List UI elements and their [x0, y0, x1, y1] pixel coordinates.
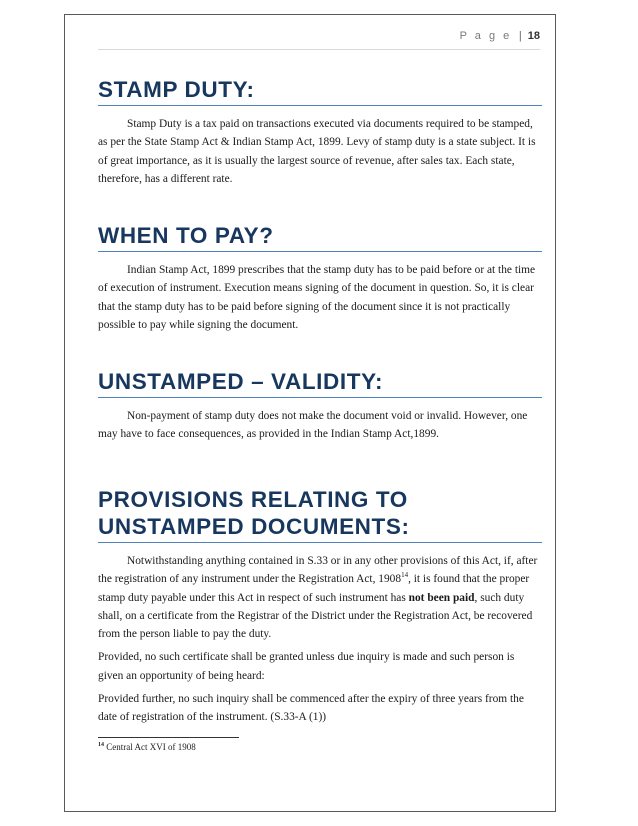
paragraph-provisions-3: Provided further, no such inquiry shall be commenced after the expiry of three years from the date of registration of the instrument. (S.33-A (1)): [98, 693, 524, 724]
page-separator: |: [518, 30, 522, 42]
paragraph-when-to-pay: Indian Stamp Act, 1899 prescribes that the stamp duty has to be paid before or at the time of execution of instrument. Execution means signing of the document in question. So, it is clear that the stamp duty has to be paid before signing of the document since it is not practically possible to pay while signing the document.: [98, 264, 536, 331]
footnote-number: 14: [98, 742, 104, 748]
section-provisions: [98, 486, 542, 727]
page-number: 18: [527, 30, 540, 42]
heading-unstamped-validity: UNSTAMPED – VALIDITY:: [98, 368, 542, 398]
heading-stamp-duty: STAMP DUTY:: [98, 76, 542, 106]
paragraph-provisions-2: Provided, no such certificate shall be granted unless due inquiry is made and such person is given an opportunity of being heard:: [98, 651, 515, 682]
footnote-rule: [98, 737, 239, 738]
provisions-text-1: Notwithstanding anything contained in S.33 or in any other provisions of this Act, if, after the registration of any instrument under the Registration Act, 1908: [98, 555, 538, 586]
header-rule: [98, 49, 540, 50]
heading-provisions-line1: PROVISIONS RELATING TO: [98, 487, 408, 512]
provisions-bold-text: not been paid: [408, 591, 475, 604]
footnote-text: Central Act XVI of 1908: [104, 742, 196, 752]
footnote-reference[interactable]: 14: [401, 571, 409, 580]
section-unstamped-validity: [98, 368, 542, 444]
footnote: [98, 742, 196, 752]
provisions-text-3: , such duty shall, on a certificate from the Registrar of the District under the Registration Act, be recovered from the person liable to pay the duty.: [98, 591, 533, 641]
section-when-to-pay: [98, 222, 542, 334]
provisions-text-2: , it is found that the proper stamp duty payable under this Act in respect of such instrument has: [98, 573, 530, 604]
page-header: [98, 30, 540, 48]
paragraph-unstamped-validity: Non-payment of stamp duty does not make the document void or invalid. However, one may have to face consequences, as provided in the Indian Stamp Act,1899.: [98, 410, 528, 441]
heading-when-to-pay: WHEN TO PAY?: [98, 222, 542, 252]
page-label: P a g e: [459, 30, 512, 42]
paragraph-provisions-1: [98, 552, 542, 643]
paragraph-stamp-duty: Stamp Duty is a tax paid on transactions executed via documents required to be stamped, as per the State Stamp Act & Indian Stamp Act, 1899. Levy of stamp duty is a state subject. It is of great importance, as it is usually the largest source of revenue, after sales tax. Each state, therefore, has a different rate.: [98, 118, 536, 185]
heading-provisions-line2: UNSTAMPED DOCUMENTS:: [98, 514, 410, 539]
heading-provisions: [98, 486, 542, 543]
section-stamp-duty: [98, 76, 542, 188]
